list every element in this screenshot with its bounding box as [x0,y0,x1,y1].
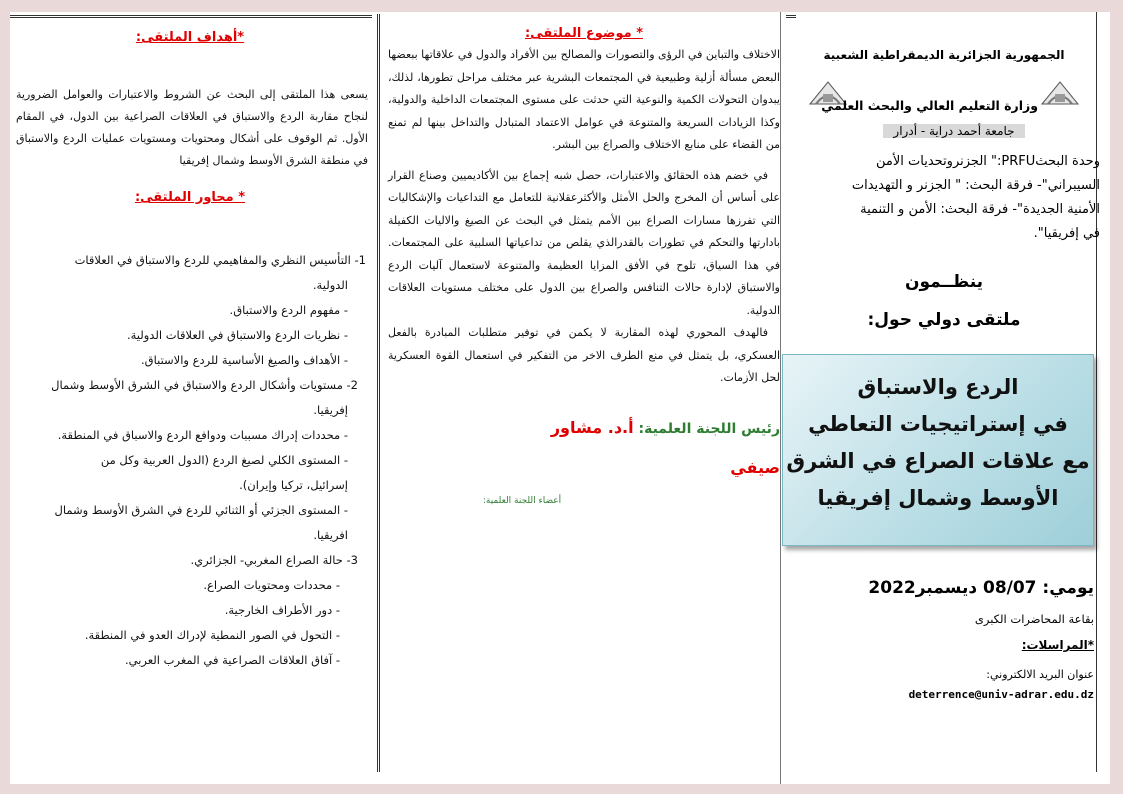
conference-topic-box [782,354,1094,546]
brochure-sheet [10,12,1110,784]
axis-item: - نظريات الردع والاستباق في العلاقات الدولية. [126,328,348,342]
axis-item: 3- حالة الصراع المغربي- الجزائري. [190,553,358,567]
axes-heading: * محاور الملتقى: [134,190,246,205]
contact-email-link[interactable]: deterrence@univ-adrar.edu.dz [908,688,1094,701]
topic-paragraph-3: فالهدف المحوري لهذه المقاربة لا يكمن في توفير متطلبات المبادرة بالفعل العسكري، بل يتمثل في منع الطرف الاخر من التفكير في استعمال القوة العسكرية لحل الأزمات. [388,326,780,384]
topic-line: في إستراتيجيات التعاطي [808,412,1068,436]
axis-item: - الأهداف والصيغ الأساسية للردع والاستباق. [141,353,348,367]
left-column [10,12,378,784]
topic-paragraph-2: في خضم هذه الحقائق والاعتبارات، حصل شبه إجماع بين الأكاديميين وصناع القرار على أساس أن المخرج والحل الأمثل والأكثرعقلانية للتعامل مع التداعيات والإشكاليات التي تفرزها مسارات الصراع بين الأمم يتمثل في البحث عن الصيغ والاليات الكفيلة بادارتها والتحكم في تطورات بالقدرالذي يقلص من تداعياتها السلبية على المجتمعات. في هذا السياق، تلوح في الأفق المزايا العظيمة والمتنوعة لاستعمال آليات الردع والاستباق لإدارة حالات التنافس والصراع بين الدول على مختلف مستويات العلاقات الدولية. [388,168,780,317]
email-label: عنوان البريد الالكتروني: [986,668,1094,681]
conference-date: يومي: 08/07 ديسمبر2022 [868,578,1094,598]
chair-label: رئيس اللجنة العلمية: [638,421,780,437]
university-name: جامعة أحمد دراية - أدرار [883,124,1024,138]
axis-item: - محددات إدراك مسببات ودوافع الردع والاسباق في المنطقة. [57,428,348,442]
chair-name: أ.د. مشاور [550,418,634,437]
middle-column [382,12,786,784]
axis-item: - دور الأطراف الخارجية. [224,603,340,617]
topic-line: الأوسط وشمال إفريقيا [817,486,1059,510]
conference-label: ملتقى دولي حول: [867,310,1021,330]
axis-item: - محددات ومحتويات الصراع. [203,578,340,592]
axes-list [16,248,366,673]
republic-name: الجمهورية الجزائرية الديمقراطية الشعبية [823,48,1065,62]
axis-item: الدولية. [312,278,348,292]
goals-heading: *أهداف الملتقى: [135,30,245,45]
goals-text: يسعى هذا الملتقى إلى البحث عن الشروط والاعتبارات والعوامل الضرورية لنجاح مقاربة الردع والاستباق في العلاقات الصراعية بين الدول، في المقام الأول. ثم الوقوف على أشكال ومحتويات ومستويات عمليات الردع والاستباق في منطقة الشرق الأوسط وشمال إفريقيا [16,88,368,167]
axis-item: افريقيا. [313,528,348,542]
organize-label: ينظــمون [904,272,984,292]
axis-item: - المستوى الكلي لصيغ الردع (الدول العربية وكل من [100,453,348,467]
topic-heading: * موضوع الملتقى: [524,26,643,41]
axis-item: إسرائيل، تركيا وإيران). [239,478,348,492]
ministry-name: وزارة التعليم العالي والبحث العلمي [821,98,1038,113]
axis-item: إفريقيا. [313,403,348,417]
research-unit-line: السيبراني"- فرقة البحث: " الجزنر و التهديدات [851,178,1100,193]
university-emblem-icon [1040,78,1080,110]
venue: بقاعة المحاضرات الكبرى [974,612,1094,626]
topic-line: الردع والاستباق [857,375,1019,399]
right-column [786,12,1110,784]
members-label: أعضاء اللجنة العلمية: [482,496,562,506]
correspondence-heading: *المراسلات: [1021,638,1094,652]
research-unit-line: وحدة البحثPRFU:" الجزنروتحديات الأمن [876,154,1100,169]
axis-item: - آفاق العلاقات الصراعية في المغرب العربي. [124,653,340,667]
axis-item: 2- مستويات وأشكال الردع والاستباق في الشرق الأوسط وشمال [51,378,358,392]
topic-paragraph-1: الاختلاف والتباين في الرؤى والتصورات والمصالح بين الأفراد والدول في علاقاتها ببعضها البعض مسألة أزلية وطبيعية في المجتمعات البشرية عبر مختلف مراحل تطورها، لذلك، يبدوان التحولات الكمية والنوعية التي حدثت على مستوى المجتمعات الداخلية والدولية، وكذا الزيادات السريعة والمتنوعة في عوامل الاعتماد المتبادل والتداخل بينها لم تمنع من القضاء على منابع الاختلاف والصراع بين البشر. [388,48,780,151]
research-unit-line: الأمنية الجديدة"- فرقة البحث: الأمن و التنمية [860,202,1100,217]
axis-item: 1- التأسيس النظري والمفاهيمي للردع والاستباق في العلاقات [74,253,366,267]
research-unit-line: في إفريقيا". [1033,226,1100,241]
axis-item: - مفهوم الردع والاستباق. [229,303,348,317]
chair-name-continued: صيفي [730,458,780,477]
topic-line: مع علاقات الصراع في الشرق [786,449,1090,473]
axis-item: - التحول في الصور النمطية لإدراك العدو في المنطقة. [84,628,340,642]
axis-item: - المستوى الجزئي أو الثنائي للردع في الشرق الأوسط وشمال [54,503,348,517]
